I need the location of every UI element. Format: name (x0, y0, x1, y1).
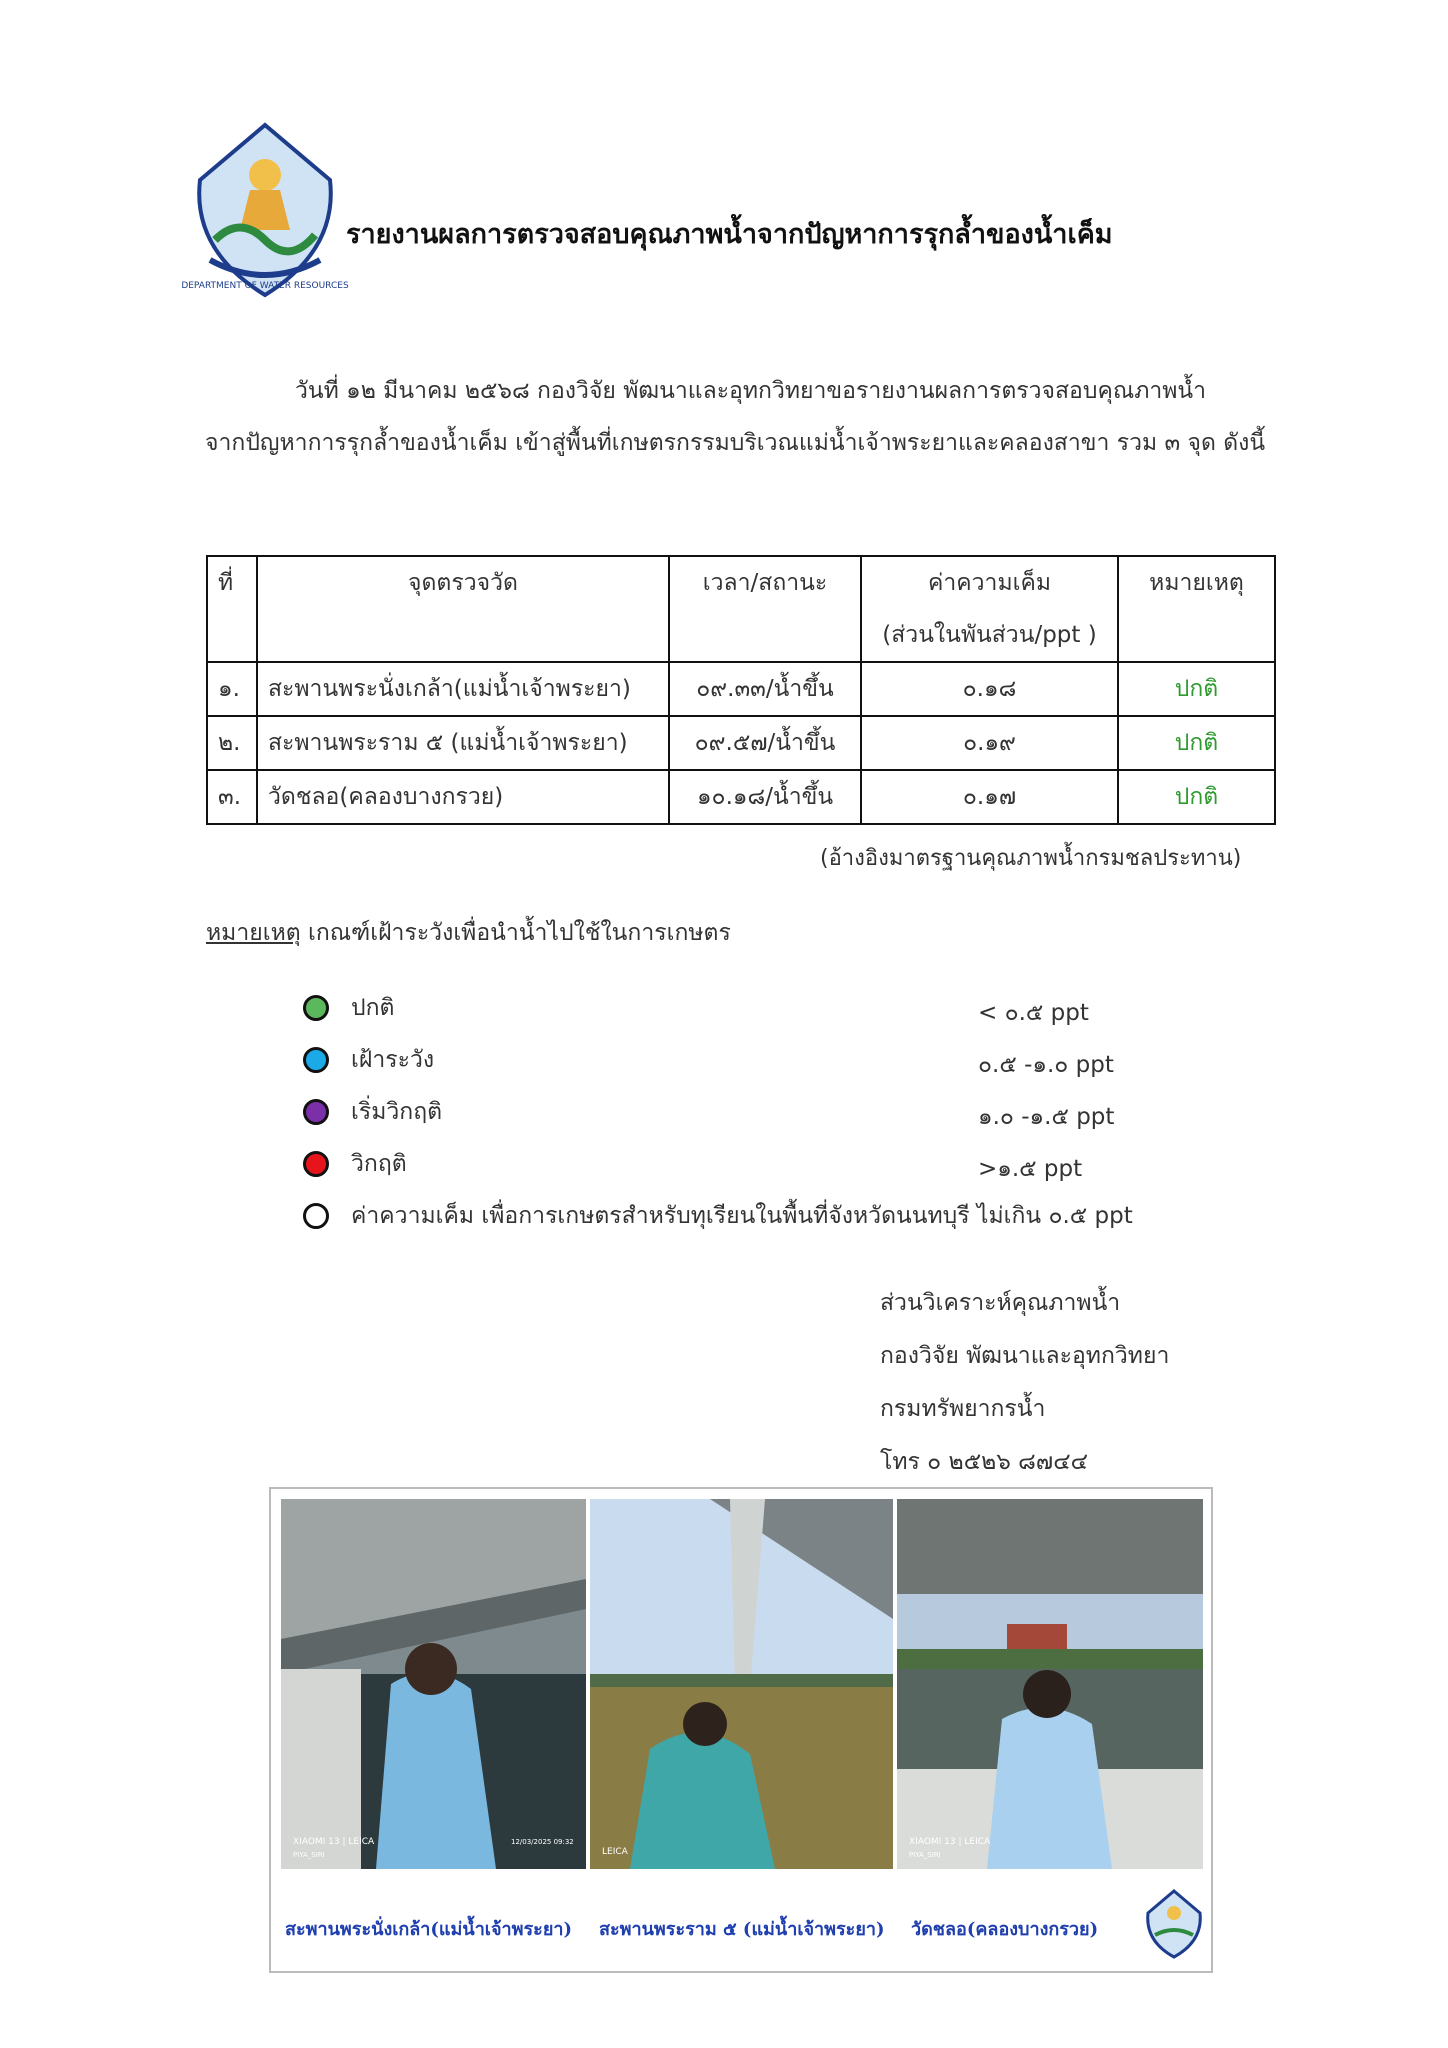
table-row (207, 716, 1275, 770)
photo-rama7-bridge (281, 1499, 586, 1869)
header-salinity-line2: (ส่วนในพันส่วน/ppt ) (882, 622, 1097, 648)
signature-department: กรมทรัพยากรน้ำ (880, 1396, 1046, 1422)
row-no: ๑. (207, 662, 257, 716)
signature-division: กองวิจัย พัฒนาและอุทกวิทยา (880, 1343, 1170, 1369)
legend-range: ๐.๕ -๑.๐ ppt (978, 1052, 1114, 1078)
header-location: จุดตรวจวัด (257, 556, 669, 662)
table-row (207, 770, 1275, 824)
photo-panel (269, 1487, 1213, 1973)
table-row (207, 662, 1275, 716)
photo-watermark-brand: LEICA (602, 1847, 628, 1857)
row-no: ๓. (207, 770, 257, 824)
row-location: วัดชลอ(คลองบางกรวย) (257, 770, 669, 824)
row-location: สะพานพระราม ๕ (แม่น้ำเจ้าพระยา) (257, 716, 669, 770)
header-note: หมายเหตุ (1118, 556, 1275, 662)
signature-phone: โทร ๐ ๒๕๒๖ ๘๗๔๔ (880, 1449, 1089, 1475)
row-location: สะพานพระนั่งเกล้า(แม่น้ำเจ้าพระยา) (257, 662, 669, 716)
legend-label: เริ่มวิกฤติ (351, 1099, 443, 1125)
row-time: ๑๐.๑๘/น้ำขึ้น (669, 770, 861, 824)
remark-text: เกณฑ์เฝ้าระวังเพื่อนำน้ำไปใช้ในการเกษตร (300, 920, 731, 946)
photo-rama5-bridge (590, 1499, 893, 1869)
legend-item-crisis (303, 1144, 407, 1184)
remark (206, 915, 731, 951)
row-no: ๒. (207, 716, 257, 770)
row-salinity: ๐.๑๗ (861, 770, 1118, 824)
red-dot-icon (303, 1151, 329, 1177)
legend-item-durian (303, 1196, 1133, 1236)
legend-item-normal (303, 988, 394, 1028)
white-dot-icon (303, 1203, 329, 1229)
row-salinity: ๐.๑๘ (861, 662, 1118, 716)
page-title: รายงานผลการตรวจสอบคุณภาพน้ำจากปัญหาการรุกล้ำของน้ำเค็ม (346, 219, 1113, 250)
row-salinity: ๐.๑๙ (861, 716, 1118, 770)
photo-caption: สะพานพระราม ๕ (แม่น้ำเจ้าพระยา) (599, 1919, 885, 1940)
header-no: ที่ (207, 556, 257, 662)
purple-dot-icon (303, 1099, 329, 1125)
legend-range: < ๐.๕ ppt (978, 1000, 1089, 1026)
results-table (206, 555, 1276, 825)
legend-label: เฝ้าระวัง (351, 1047, 435, 1073)
signature-unit: ส่วนวิเคราะห์คุณภาพน้ำ (880, 1290, 1121, 1316)
department-logo (181, 120, 349, 300)
header-salinity-line1: ค่าความเค็ม (927, 570, 1052, 596)
small-department-logo (1145, 1889, 1203, 1959)
legend-range: >๑.๕ ppt (978, 1156, 1083, 1182)
green-dot-icon (303, 995, 329, 1021)
blue-dot-icon (303, 1047, 329, 1073)
photo-watermark-brand: XIAOMI 13 | LEICA (909, 1837, 991, 1847)
table-header-row (207, 556, 1275, 662)
photo-watermark-user: PIYA_SIRI (293, 1851, 325, 1859)
photo-watermark-user: PIYA_SIRI (909, 1851, 941, 1859)
legend-item-watch (303, 1040, 434, 1080)
header-salinity (861, 556, 1118, 662)
intro-paragraph (205, 365, 1275, 469)
photo-watermark-brand: XIAOMI 13 | LEICA (293, 1837, 375, 1847)
intro-line-2: จากปัญหาการรุกล้ำของน้ำเค็ม เข้าสู่พื้นที่เกษตรกรรมบริเวณแม่น้ำเจ้าพระยาและคลองสาขา รวม ๓ จุด ดังนี้ (205, 430, 1266, 456)
row-status: ปกติ (1118, 716, 1275, 770)
photo-caption: วัดชลอ(คลองบางกรวย) (911, 1919, 1099, 1940)
legend-label: วิกฤติ (351, 1151, 407, 1177)
legend-range: ๑.๐ -๑.๕ ppt (978, 1104, 1115, 1130)
row-status: ปกติ (1118, 770, 1275, 824)
photo-caption: สะพานพระนั่งเกล้า(แม่น้ำเจ้าพระยา) (285, 1919, 572, 1940)
row-status: ปกติ (1118, 662, 1275, 716)
legend-label: ค่าความเค็ม เพื่อการเกษตรสำหรับทุเรียนในพื้นที่จังหวัดนนทบุรี ไม่เกิน ๐.๕ ppt (351, 1203, 1133, 1229)
row-time: ๐๙.๕๗/น้ำขึ้น (669, 716, 861, 770)
logo-text: DEPARTMENT OF WATER RESOURCES (181, 281, 349, 291)
photo-wat-chalo (897, 1499, 1203, 1869)
photo-watermark-date: 12/03/2025 09:32 (511, 1838, 574, 1846)
remark-label: หมายเหตุ (206, 920, 301, 946)
intro-line-1: วันที่ ๑๒ มีนาคม ๒๕๖๘ กองวิจัย พัฒนาและอุทกวิทยาขอรายงานผลการตรวจสอบคุณภาพน้ำ (295, 378, 1207, 404)
legend-item-early-crisis (303, 1092, 442, 1132)
reference-note: (อ้างอิงมาตรฐานคุณภาพน้ำกรมชลประทาน) (820, 846, 1242, 871)
header-time: เวลา/สถานะ (669, 556, 861, 662)
row-time: ๐๙.๓๓/น้ำขึ้น (669, 662, 861, 716)
legend-label: ปกติ (351, 995, 395, 1021)
